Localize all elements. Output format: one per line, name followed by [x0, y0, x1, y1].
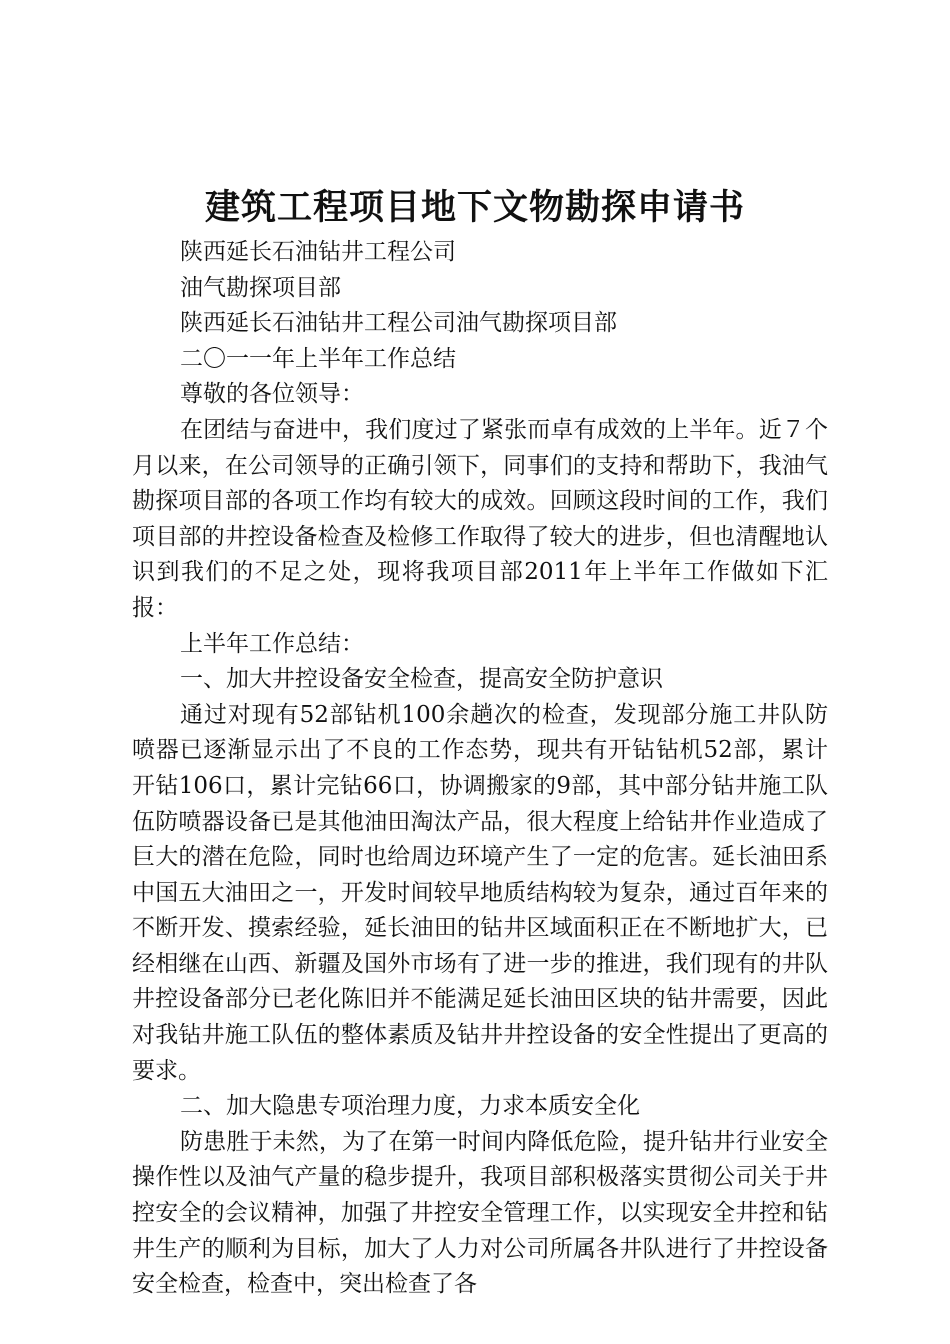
- section1-paragraph: 通过对现有52部钻机100余趟次的检查，发现部分施工井队防喷器已逐渐显示出了不良的工作态势，现共有开钻钻机52部，累计开钻106口，累计完钻66口，协调搬家的9部，其中部分钻井施工队伍防喷器设备已是其他油田淘汰产品，很大程度上给钻井作业造成了巨大的潜在危险，同时也给周边环境产生了一定的危害。延长油田系中国五大油田之一，开发时间较早地质结构较为复杂，通过百年来的不断开发、摸索经验，延长油田的钻井区域面积正在不断地扩大，已经相继在山西、新疆及国外市场有了进一步的推进，我们现有的井队井控设备部分已老化陈旧并不能满足延长油田区块的钻井需要，因此对我钻井施工队伍的整体素质及钻井井控设备的安全性提出了更高的要求。: [132, 701, 828, 1084]
- section2-heading: 二、加大隐患专项治理力度，力求本质安全化: [180, 1093, 640, 1120]
- section1-heading: 一、加大井控设备安全检查，提高安全防护意识: [180, 666, 663, 693]
- summary-heading: 上半年工作总结：: [180, 630, 364, 657]
- document-title: 建筑工程项目地下文物勘探申请书: [204, 188, 745, 228]
- company-name-line: 陕西延长石油钻井工程公司: [180, 239, 456, 265]
- section2-paragraph: 防患胜于未然，为了在第一时间内降低危险，提升钻井行业安全操作性以及油气产量的稳步提升，我项目部积极落实贯彻公司关于井控安全的会议精神，加强了井控安全管理工作，以实现安全井控和钻井生产的顺利为目标，加大了人力对公司所属各井队进行了井控设备安全检查，检查中，突出检查了各: [132, 1128, 828, 1298]
- intro-paragraph: 在团结与奋进中，我们度过了紧张而卓有成效的上半年。近７个月以来，在公司领导的正确引领下，同事们的支持和帮助下，我油气勘探项目部的各项工作均有较大的成效。回顾这段时间的工作，我们项目部的井控设备检查及检修工作取得了较大的进步，但也清醒地认识到我们的不足之处，现将我项目部2011年上半年工作做如下汇报：: [132, 416, 828, 621]
- full-org-line: 陕西延长石油钻井工程公司油气勘探项目部: [180, 310, 617, 337]
- document-body: [132, 235, 828, 1303]
- salutation-line: 尊敬的各位领导：: [180, 381, 364, 408]
- report-title-line: 二〇一一年上半年工作总结: [180, 345, 456, 372]
- department-line: 油气勘探项目部: [180, 274, 341, 301]
